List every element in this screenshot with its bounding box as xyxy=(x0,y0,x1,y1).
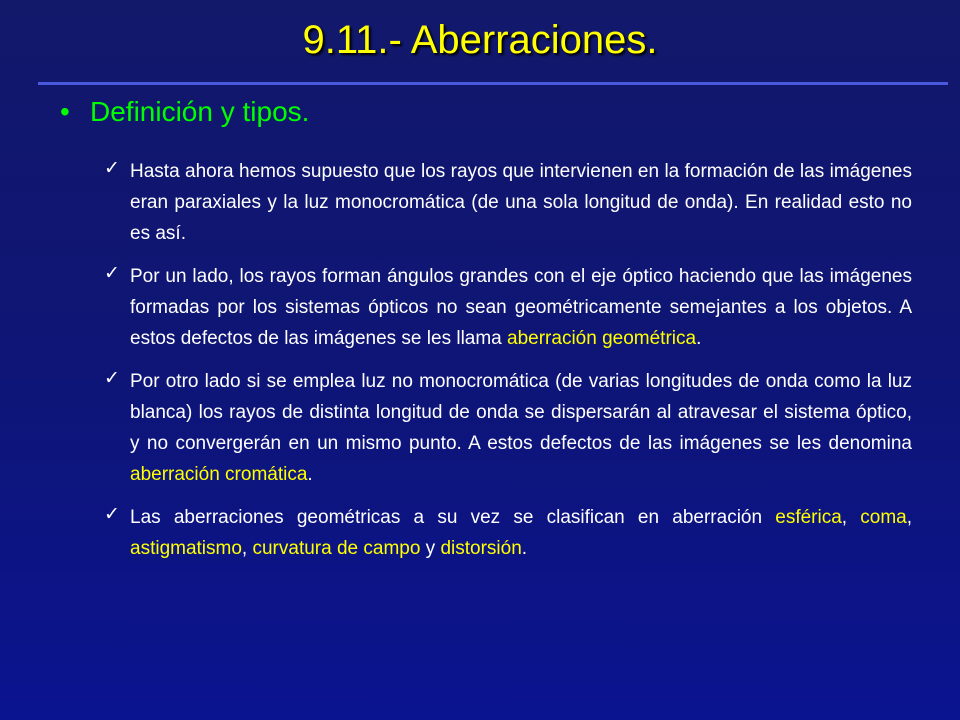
text-run: Por un lado, los rayos forman ángulos grandes con el eje óptico haciendo que las imágenes formadas por los sistemas ópticos no sean geométricamente semejantes a los objetos. A estos defectos de las imágenes se les llama xyxy=(130,266,912,349)
text-run: , xyxy=(841,507,861,528)
bullet-list xyxy=(104,156,912,576)
subheading-text: Definición y tipos. xyxy=(90,96,310,127)
text-run: Hasta ahora hemos supuesto que los rayos que intervienen en la formación de las imágenes eran paraxiales y la luz monocromática (de una sola longitud de onda). En realidad esto no es así. xyxy=(130,161,912,244)
bullet-icon: • xyxy=(60,96,70,127)
text-run: Por otro lado si se emplea luz no monocromática (de varias longitudes de onda como la luz blanca) los rayos de distinta longitud de onda se dispersarán al atravesar el sistema óptico, y no convergerán en un mismo punto. A estos defectos de las imágenes se les denomina xyxy=(130,371,912,454)
list-item-text xyxy=(130,156,912,249)
list-item-text xyxy=(130,366,912,490)
list-item xyxy=(104,502,912,564)
highlighted-term: aberración cromática xyxy=(130,464,308,485)
highlighted-term: coma xyxy=(860,507,907,528)
text-run: , xyxy=(906,507,913,528)
list-item xyxy=(104,261,912,354)
highlighted-term: astigmatismo xyxy=(130,538,242,559)
text-run: . xyxy=(521,538,528,559)
text-run: , xyxy=(241,538,253,559)
highlighted-term: aberración geométrica xyxy=(507,328,697,349)
list-item xyxy=(104,366,912,490)
text-run: y xyxy=(420,538,441,559)
checkmark-icon: ✓ xyxy=(104,503,120,525)
text-run: . xyxy=(307,464,313,485)
list-item-text xyxy=(130,261,912,354)
list-item xyxy=(104,156,912,249)
checkmark-icon: ✓ xyxy=(104,157,120,179)
highlighted-term: esférica xyxy=(775,507,842,528)
text-run: Las aberraciones geométricas a su vez se clasifican en aberración xyxy=(130,507,776,528)
text-run: . xyxy=(696,328,702,349)
checkmark-icon: ✓ xyxy=(104,262,120,284)
slide-title: 9.11.- Aberraciones. xyxy=(302,18,658,62)
checkmark-icon: ✓ xyxy=(104,367,120,389)
title-divider xyxy=(38,82,948,85)
list-item-text xyxy=(130,502,912,564)
highlighted-term: distorsión xyxy=(440,538,522,559)
subheading xyxy=(60,96,309,128)
highlighted-term: curvatura de campo xyxy=(252,538,421,559)
